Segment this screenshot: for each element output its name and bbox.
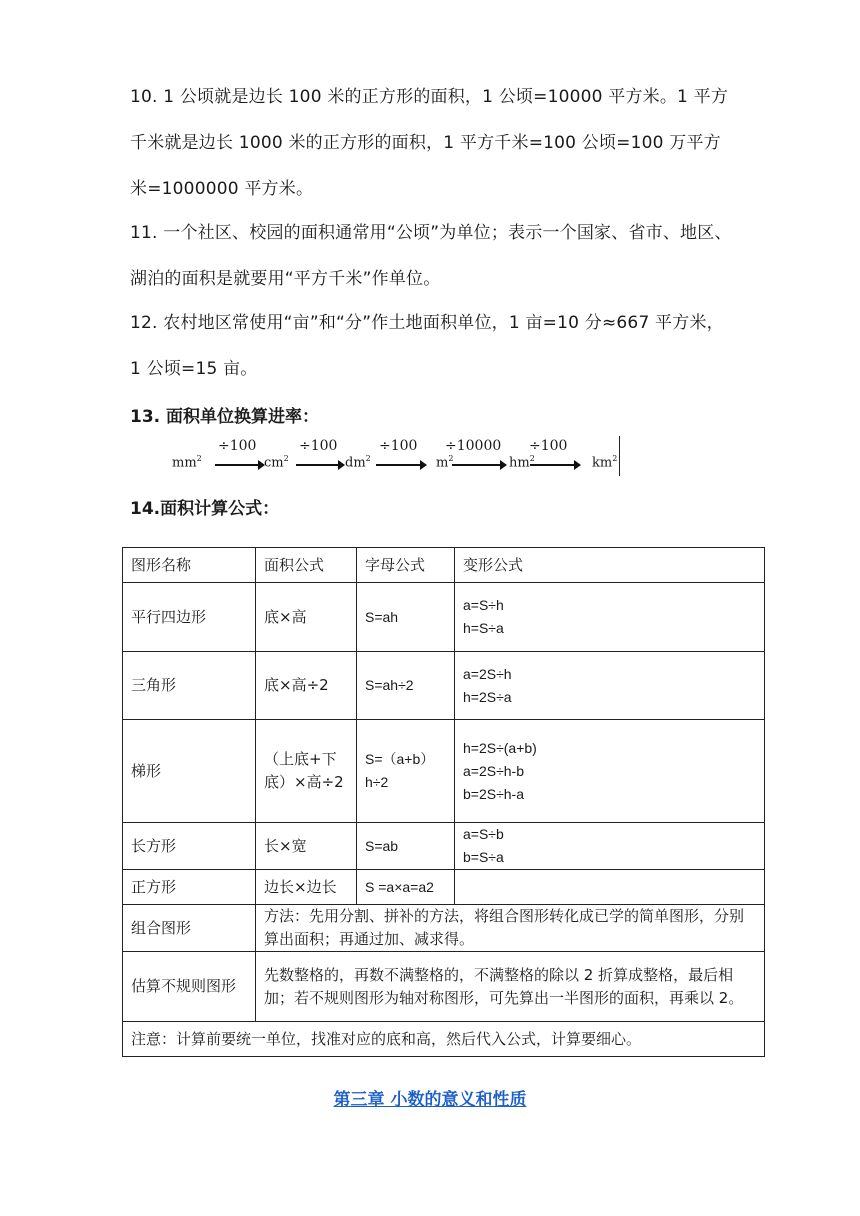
- row-letter: S=（a+b）h÷2: [357, 720, 455, 823]
- paragraph-10: 10. 1 公顷就是边长 100 米的正方形的面积，1 公顷=10000 平方米。1 平方千米就是边长 1000 米的正方形的面积，1 平方千米=100 公顷=100 万平方米=1000000 平方米。: [130, 87, 729, 199]
- unit-dm: $dm^2$: [345, 454, 371, 471]
- row-variants: a=S÷h h=S÷a: [455, 583, 765, 652]
- op-5: ÷100: [529, 438, 568, 454]
- table-row-combined: [123, 905, 765, 952]
- table-row: [123, 870, 765, 905]
- arrow-1: [215, 464, 260, 466]
- arrow-4: [452, 464, 502, 466]
- unit-km: $km^2$: [592, 454, 618, 471]
- paragraph-12: 12. 农村地区常使用“亩”和“分”作土地面积单位，1 亩=10 分≈667 平方米，1 公顷=15 亩。: [130, 313, 724, 379]
- row-name: 长方形: [123, 823, 256, 870]
- paragraph-11: 11. 一个社区、校园的面积通常用“公顷”为单位；表示一个国家、省市、地区、湖泊的面积是就要用“平方千米”作单位。: [130, 223, 732, 289]
- unit-hm: $hm^2$: [509, 454, 535, 471]
- arrow-5: [530, 464, 576, 466]
- chapter-link[interactable]: 第三章 小数的意义和性质: [333, 1090, 527, 1110]
- arrow-3: [376, 464, 422, 466]
- table-header-row: [123, 548, 765, 583]
- unit-conversion-diagram: [168, 436, 628, 476]
- heading-14: 14.面积计算公式：: [130, 499, 280, 519]
- table-row: [123, 652, 765, 720]
- header-area: 面积公式: [256, 548, 357, 583]
- combined-method: 方法：先用分割、拼补的方法，将组合图形转化成已学的简单图形，分别算出面积；再通过加、减求得。: [256, 905, 765, 952]
- row-area: 底×高÷2: [256, 652, 357, 720]
- row-letter: S=ab: [357, 823, 455, 870]
- row-area: 边长×边长: [256, 870, 357, 905]
- unit-cm: $cm^2$: [264, 454, 289, 471]
- op-2: ÷100: [299, 438, 338, 454]
- combined-name: 组合图形: [123, 905, 256, 952]
- header-variant: 变形公式: [455, 548, 765, 583]
- unit-mm: $mm^2$: [172, 454, 202, 471]
- table-row: [123, 720, 765, 823]
- row-letter: S=ah÷2: [357, 652, 455, 720]
- arrow-2: [296, 464, 340, 466]
- unit-m: $m^2$: [436, 454, 454, 471]
- row-area: 底×高: [256, 583, 357, 652]
- table-note: 注意：计算前要统一单位，找准对应的底和高，然后代入公式，计算要细心。: [123, 1022, 765, 1057]
- cursor-bar: [619, 436, 620, 476]
- irregular-method: 先数整格的，再数不满整格的，不满整格的除以 2 折算成整格，最后相加；若不规则图形为轴对称图形，可先算出一半图形的面积，再乘以 2。: [256, 952, 765, 1022]
- row-letter: S =a×a=a2: [357, 870, 455, 905]
- op-4: ÷10000: [445, 438, 502, 454]
- row-letter: S=ah: [357, 583, 455, 652]
- row-variants: [455, 870, 765, 905]
- row-area: 长×宽: [256, 823, 357, 870]
- header-letter: 字母公式: [357, 548, 455, 583]
- row-name: 平行四边形: [123, 583, 256, 652]
- irregular-name: 估算不规则图形: [123, 952, 256, 1022]
- table-row: [123, 583, 765, 652]
- op-1: ÷100: [218, 438, 257, 454]
- heading-13: 13. 面积单位换算进率：: [130, 407, 320, 427]
- header-shape: 图形名称: [123, 548, 256, 583]
- row-variants: a=2S÷h h=2S÷a: [455, 652, 765, 720]
- area-formula-table: [122, 547, 765, 1057]
- table-row-note: [123, 1022, 765, 1057]
- row-name: 正方形: [123, 870, 256, 905]
- row-name: 梯形: [123, 720, 256, 823]
- row-area: （上底+下底）×高÷2: [256, 720, 357, 823]
- op-3: ÷100: [379, 438, 418, 454]
- table-row: [123, 823, 765, 870]
- row-name: 三角形: [123, 652, 256, 720]
- row-variants: h=2S÷(a+b) a=2S÷h-b b=2S÷h-a: [455, 720, 765, 823]
- row-variants: a=S÷b b=S÷a: [455, 823, 765, 870]
- table-row-irregular: [123, 952, 765, 1022]
